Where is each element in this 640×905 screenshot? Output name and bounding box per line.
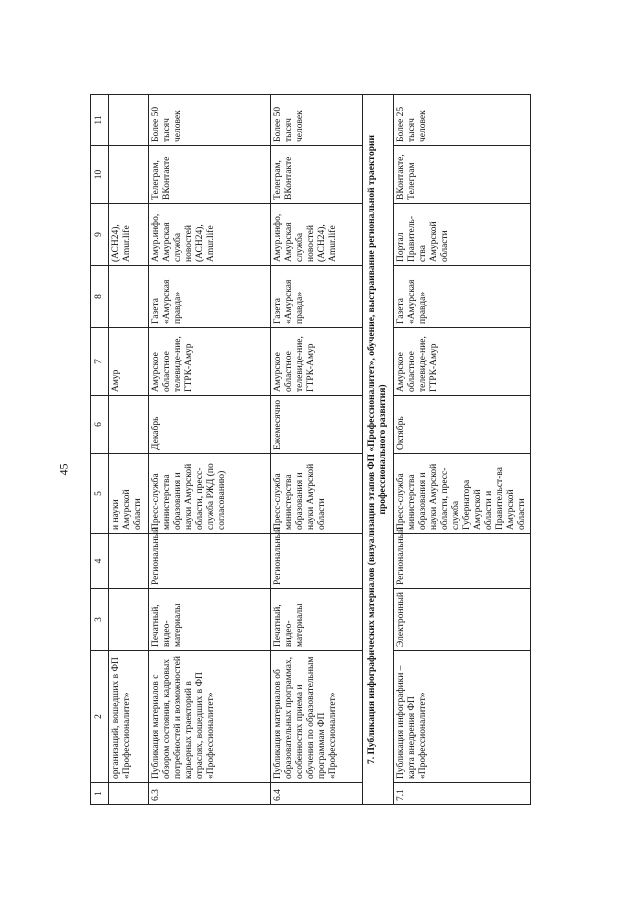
table-cell: Амурское областное телевиде-ние, ГТРК-Амур — [149, 328, 271, 396]
column-header: 8 — [91, 266, 109, 328]
column-header: 4 — [91, 534, 109, 589]
table-cell: и науки Амурской области — [109, 454, 149, 534]
table-row — [109, 95, 149, 805]
table-cell: Более 50 тысяч человек — [149, 95, 271, 146]
column-header: 11 — [91, 95, 109, 146]
table-cell: Портал Правитель-ства Амурской области — [394, 204, 531, 266]
table-cell: Публикация материалов с обзором состояния, кадровых потребностей и возможностей карьерных траекторий в отраслях, вошедших в ФП «Профессионалитет» — [149, 651, 271, 783]
table-cell — [109, 146, 149, 204]
section-title: 7. Публикация инфографических материалов (визуализация этапов ФП «Профессионалитет», обучение, выстраивание региональной траектории профессионального развития) — [363, 95, 394, 805]
header-row — [91, 95, 109, 805]
column-header: 1 — [91, 783, 109, 805]
table-cell: (АСН24), Amur.life — [109, 204, 149, 266]
table-row — [149, 95, 271, 805]
table-cell: Октябрь — [394, 396, 531, 454]
table-row — [394, 95, 531, 805]
table-cell: Телеграм, ВКонтакте — [271, 146, 363, 204]
media-plan-table — [90, 94, 531, 805]
table-cell: Амур.инфо, Амурская служба новостей (АСН24), Amur.life — [149, 204, 271, 266]
row-number-cell: 7.1 — [394, 783, 531, 805]
table-cell: Электронный — [394, 589, 531, 651]
table-cell: Пресс-служба министерства образования и науки Амурской области, пресс-служба РЖД (по согласованию) — [149, 454, 271, 534]
row-number-cell — [109, 783, 149, 805]
section-header-row — [363, 95, 394, 805]
column-header: 3 — [91, 589, 109, 651]
table-cell: Ежемесячно — [271, 396, 363, 454]
table-cell — [109, 534, 149, 589]
table-cell: Телеграм, ВКонтакте — [149, 146, 271, 204]
table-row — [271, 95, 363, 805]
column-header: 2 — [91, 651, 109, 783]
table-cell: Газета «Амурская правда» — [394, 266, 531, 328]
column-header: 9 — [91, 204, 109, 266]
table-cell: Пресс-служба министерства образования и науки Амурской области, пресс-служба Губернатора Амурской области и Правительст-ва Амурской области — [394, 454, 531, 534]
table-cell: Газета «Амурская правда» — [149, 266, 271, 328]
table-cell: Региональный — [271, 534, 363, 589]
table-cell: Публикация инфографики – карта внедрения ФП «Профессионалитет» — [394, 651, 531, 783]
table-cell: Более 50 тысяч человек — [271, 95, 363, 146]
row-number-cell: 6.4 — [271, 783, 363, 805]
table-cell: Декабрь — [149, 396, 271, 454]
table-cell: Региональный — [149, 534, 271, 589]
table-cell: Печатный, видео-материалы — [271, 589, 363, 651]
table-cell: Газета «Амурская правда» — [271, 266, 363, 328]
table-cell: Региональный — [394, 534, 531, 589]
table-cell — [109, 266, 149, 328]
row-number-cell: 6.3 — [149, 783, 271, 805]
table-cell — [109, 589, 149, 651]
column-header: 7 — [91, 328, 109, 396]
table-cell: Амур — [109, 328, 149, 396]
rotated-table-container — [90, 95, 540, 805]
table-cell: организаций, вошедших в ФП «Профессионалитет» — [109, 651, 149, 783]
column-header: 5 — [91, 454, 109, 534]
table-cell: Более 25 тысяч человек — [394, 95, 531, 146]
page-number: 45 — [56, 463, 71, 476]
table-cell: Амурское областное телевиде-ние, ГТРК-Амур — [271, 328, 363, 396]
table-cell: ВКонтакте, Телеграм — [394, 146, 531, 204]
table-body — [109, 95, 531, 805]
table-cell: Печатный, видео-материалы — [149, 589, 271, 651]
column-header: 6 — [91, 396, 109, 454]
column-header: 10 — [91, 146, 109, 204]
table-cell — [109, 396, 149, 454]
table-cell: Пресс-служба министерства образования и науки Амурской области — [271, 454, 363, 534]
table-cell — [109, 95, 149, 146]
table-cell: Амурское областное телевиде-ние, ГТРК-Амур — [394, 328, 531, 396]
table-cell: Амур.инфо, Амурская служба новостей (АСН24), Amur.life — [271, 204, 363, 266]
table-cell: Публикация материалов об образовательных программах, особенностях приема и обучения по образовательным программам ФП «Профессионалитет» — [271, 651, 363, 783]
